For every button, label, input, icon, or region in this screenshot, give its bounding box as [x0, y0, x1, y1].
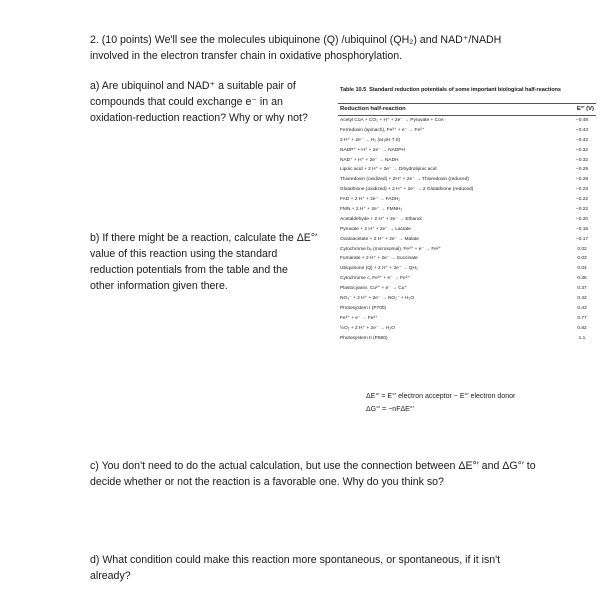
- potential-cell: −0.48: [575, 118, 589, 123]
- table-row: [338, 205, 596, 215]
- table-row: [338, 264, 596, 274]
- half-reaction-cell: Oxaloacetate + 2 H⁺ + 2e⁻ → Malate: [340, 236, 419, 242]
- column-header-potential: E°′ (V): [576, 106, 594, 112]
- part-a-line: oxidation-reduction reaction? Why or why not?: [90, 112, 308, 124]
- table-row: [338, 324, 596, 334]
- potential-cell: −0.43: [575, 127, 589, 133]
- table-row: [338, 334, 596, 344]
- potential-cell: 0.02: [577, 246, 587, 252]
- table-number: Table 10.5: [340, 87, 367, 93]
- part-c-question: [90, 458, 560, 490]
- table-row: [338, 175, 596, 185]
- potential-cell: 0.04: [577, 266, 587, 272]
- potential-cell: 0.42: [577, 296, 587, 302]
- half-reaction-cell: Lipoic acid + 2 H⁺ + 2e⁻ → Dihydrolipoic acid: [340, 167, 437, 173]
- part-a-line: a) Are ubiquinol and NAD⁺ a suitable pair of: [90, 80, 296, 92]
- potential-cell: 0.37: [577, 286, 587, 292]
- potential-cell: 0.77: [577, 315, 587, 321]
- table-row: [338, 156, 596, 166]
- half-reaction-cell: Photosystem I (P700): [340, 305, 387, 311]
- potential-cell: −0.23: [575, 187, 589, 193]
- half-reaction-cell: FMN + 2 H⁺ + 2e⁻ → FMNH₂: [340, 207, 403, 213]
- half-reaction-cell: Ubiquinone (Q) + 2 H⁺ + 2e⁻ → QH₂: [340, 266, 418, 272]
- table-row: [338, 126, 596, 136]
- half-reaction-cell: Cytochrome c, Fe³⁺ + e⁻ → Fe²⁺: [340, 276, 410, 282]
- table-header-row: [338, 104, 596, 116]
- table-row: [338, 185, 596, 195]
- potential-cell: 0.82: [577, 325, 587, 331]
- half-reaction-cell: Glutathione (oxidized) + 2 H⁺ + 2e⁻ → 2 Glutathione (reduced): [340, 187, 474, 193]
- half-reaction-cell: Photosystem II (P680): [340, 335, 388, 341]
- potential-cell: 0.36: [577, 276, 587, 282]
- half-reaction-cell: NO₃⁻ + 2 H⁺ + 2e⁻ → NO₂⁻ + H₂O: [340, 296, 415, 302]
- table-body: [338, 103, 596, 343]
- potential-cell: 1.1: [578, 335, 586, 341]
- table-row: [338, 274, 596, 284]
- half-reaction-cell: 2 H⁺ + 2e⁻ → H₂ (at pH 7.0): [340, 137, 401, 143]
- potential-cell: −0.32: [575, 157, 589, 163]
- half-reaction-cell: Acetyl CoA + CO₂ + H⁺ + 2e⁻ → Pyruvate + CoA: [340, 118, 444, 123]
- half-reaction-cell: Fumarate + 2 H⁺ + 2e⁻ → Succinate: [340, 256, 418, 262]
- potential-cell: −0.29: [575, 167, 589, 173]
- table-row: [338, 254, 596, 264]
- half-reaction-cell: NADP⁺ + H⁺ + 2e⁻ → NADPH: [340, 147, 405, 153]
- reduction-potential-table: [338, 87, 596, 343]
- table-row: [338, 136, 596, 146]
- potential-cell: −0.22: [575, 197, 589, 203]
- potential-cell: −0.22: [575, 207, 589, 213]
- part-c-line: decide whether or not the reaction is a favorable one. Why do you think so?: [90, 476, 444, 488]
- delta-e-equation: ΔE°′ = E°′ electron acceptor − E°′ electron donor: [366, 393, 516, 400]
- half-reaction-cell: Pyruvate + 2 H⁺ + 2e⁻ → Lactate: [340, 226, 411, 232]
- delta-g-equation: ΔG°′ = −nFΔE°′: [366, 406, 414, 413]
- table-row: [338, 225, 596, 235]
- table-row: [338, 235, 596, 245]
- table-row: [338, 294, 596, 304]
- table-row: [338, 165, 596, 175]
- part-b-line: reduction potentials from the table and the: [90, 264, 288, 276]
- potential-cell: 0.43: [577, 305, 587, 311]
- part-b-question: [90, 230, 335, 294]
- question-intro: [90, 32, 560, 64]
- part-b-line: b) If there might be a reaction, calculate the ΔE°′: [90, 232, 318, 244]
- table-row: [338, 116, 596, 126]
- table-caption: [340, 87, 596, 93]
- potential-cell: −0.17: [575, 236, 589, 242]
- half-reaction-cell: Cytochrome b₅ (microsomal), Fe³⁺ + e⁻ → Fe²⁺: [340, 246, 442, 252]
- potential-cell: −0.18: [575, 226, 589, 232]
- part-b-line: other information given there.: [90, 280, 228, 292]
- part-d-line: already?: [90, 570, 131, 582]
- table-rows: [338, 116, 596, 343]
- half-reaction-cell: Plastocyanin, Cu²⁺ + e⁻ → Cu⁺: [340, 286, 407, 292]
- half-reaction-cell: FAD + 2 H⁺ + 2e⁻ → FADH₂: [340, 197, 401, 203]
- part-c-line: c) You don't need to do the actual calculation, but use the connection between ΔE°′ and ΔG°′ to: [90, 460, 536, 472]
- half-reaction-cell: NAD⁺ + H⁺ + 2e⁻ → NADH: [340, 157, 399, 163]
- potential-cell: −0.42: [575, 137, 589, 143]
- part-b-line: value of this reaction using the standard: [90, 248, 278, 260]
- table-row: [338, 284, 596, 294]
- table-row: [338, 215, 596, 225]
- half-reaction-cell: Ferredoxin (spinach), Fe³⁺ + e⁻ → Fe²⁺: [340, 127, 425, 133]
- table-row: [338, 304, 596, 314]
- half-reaction-cell: Fe³⁺ + e⁻ → Fe²⁺: [340, 315, 378, 321]
- potential-cell: −0.28: [575, 177, 589, 183]
- potential-cell: −0.20: [575, 216, 589, 222]
- potential-cell: −0.32: [575, 147, 589, 153]
- table-row: [338, 195, 596, 205]
- part-a-line: compounds that could exchange e⁻ in an: [90, 96, 283, 108]
- half-reaction-cell: Thioredoxin (oxidized) + 2H⁺ + 2e⁻ → Thioredoxin (reduced): [340, 177, 469, 183]
- table-caption-text: Standard reduction potentials of some important biological half-reactions: [369, 87, 561, 93]
- part-d-question: [90, 552, 560, 584]
- intro-line: involved in the electron transfer chain in oxidative phosphorylation.: [90, 50, 403, 62]
- part-d-line: d) What condition could make this reaction more spontaneous, or spontaneous, if it isn't: [90, 554, 501, 566]
- equations: [366, 390, 515, 416]
- column-header-reaction: Reduction half-reaction: [340, 106, 406, 112]
- half-reaction-cell: Acetaldehyde + 2 H⁺ + 2e⁻ → Ethanol: [340, 216, 422, 222]
- table-row: [338, 146, 596, 156]
- table-row: [338, 245, 596, 255]
- intro-line: 2. (10 points) We'll see the molecules ubiquinone (Q) /ubiquinol (QH₂) and NAD⁺/NADH: [90, 34, 502, 46]
- half-reaction-cell: ½O₂ + 2 H⁺ + 2e⁻ → H₂O: [340, 325, 395, 331]
- potential-cell: 0.03: [577, 256, 587, 262]
- table-row: [338, 314, 596, 324]
- part-a-question: [90, 78, 335, 126]
